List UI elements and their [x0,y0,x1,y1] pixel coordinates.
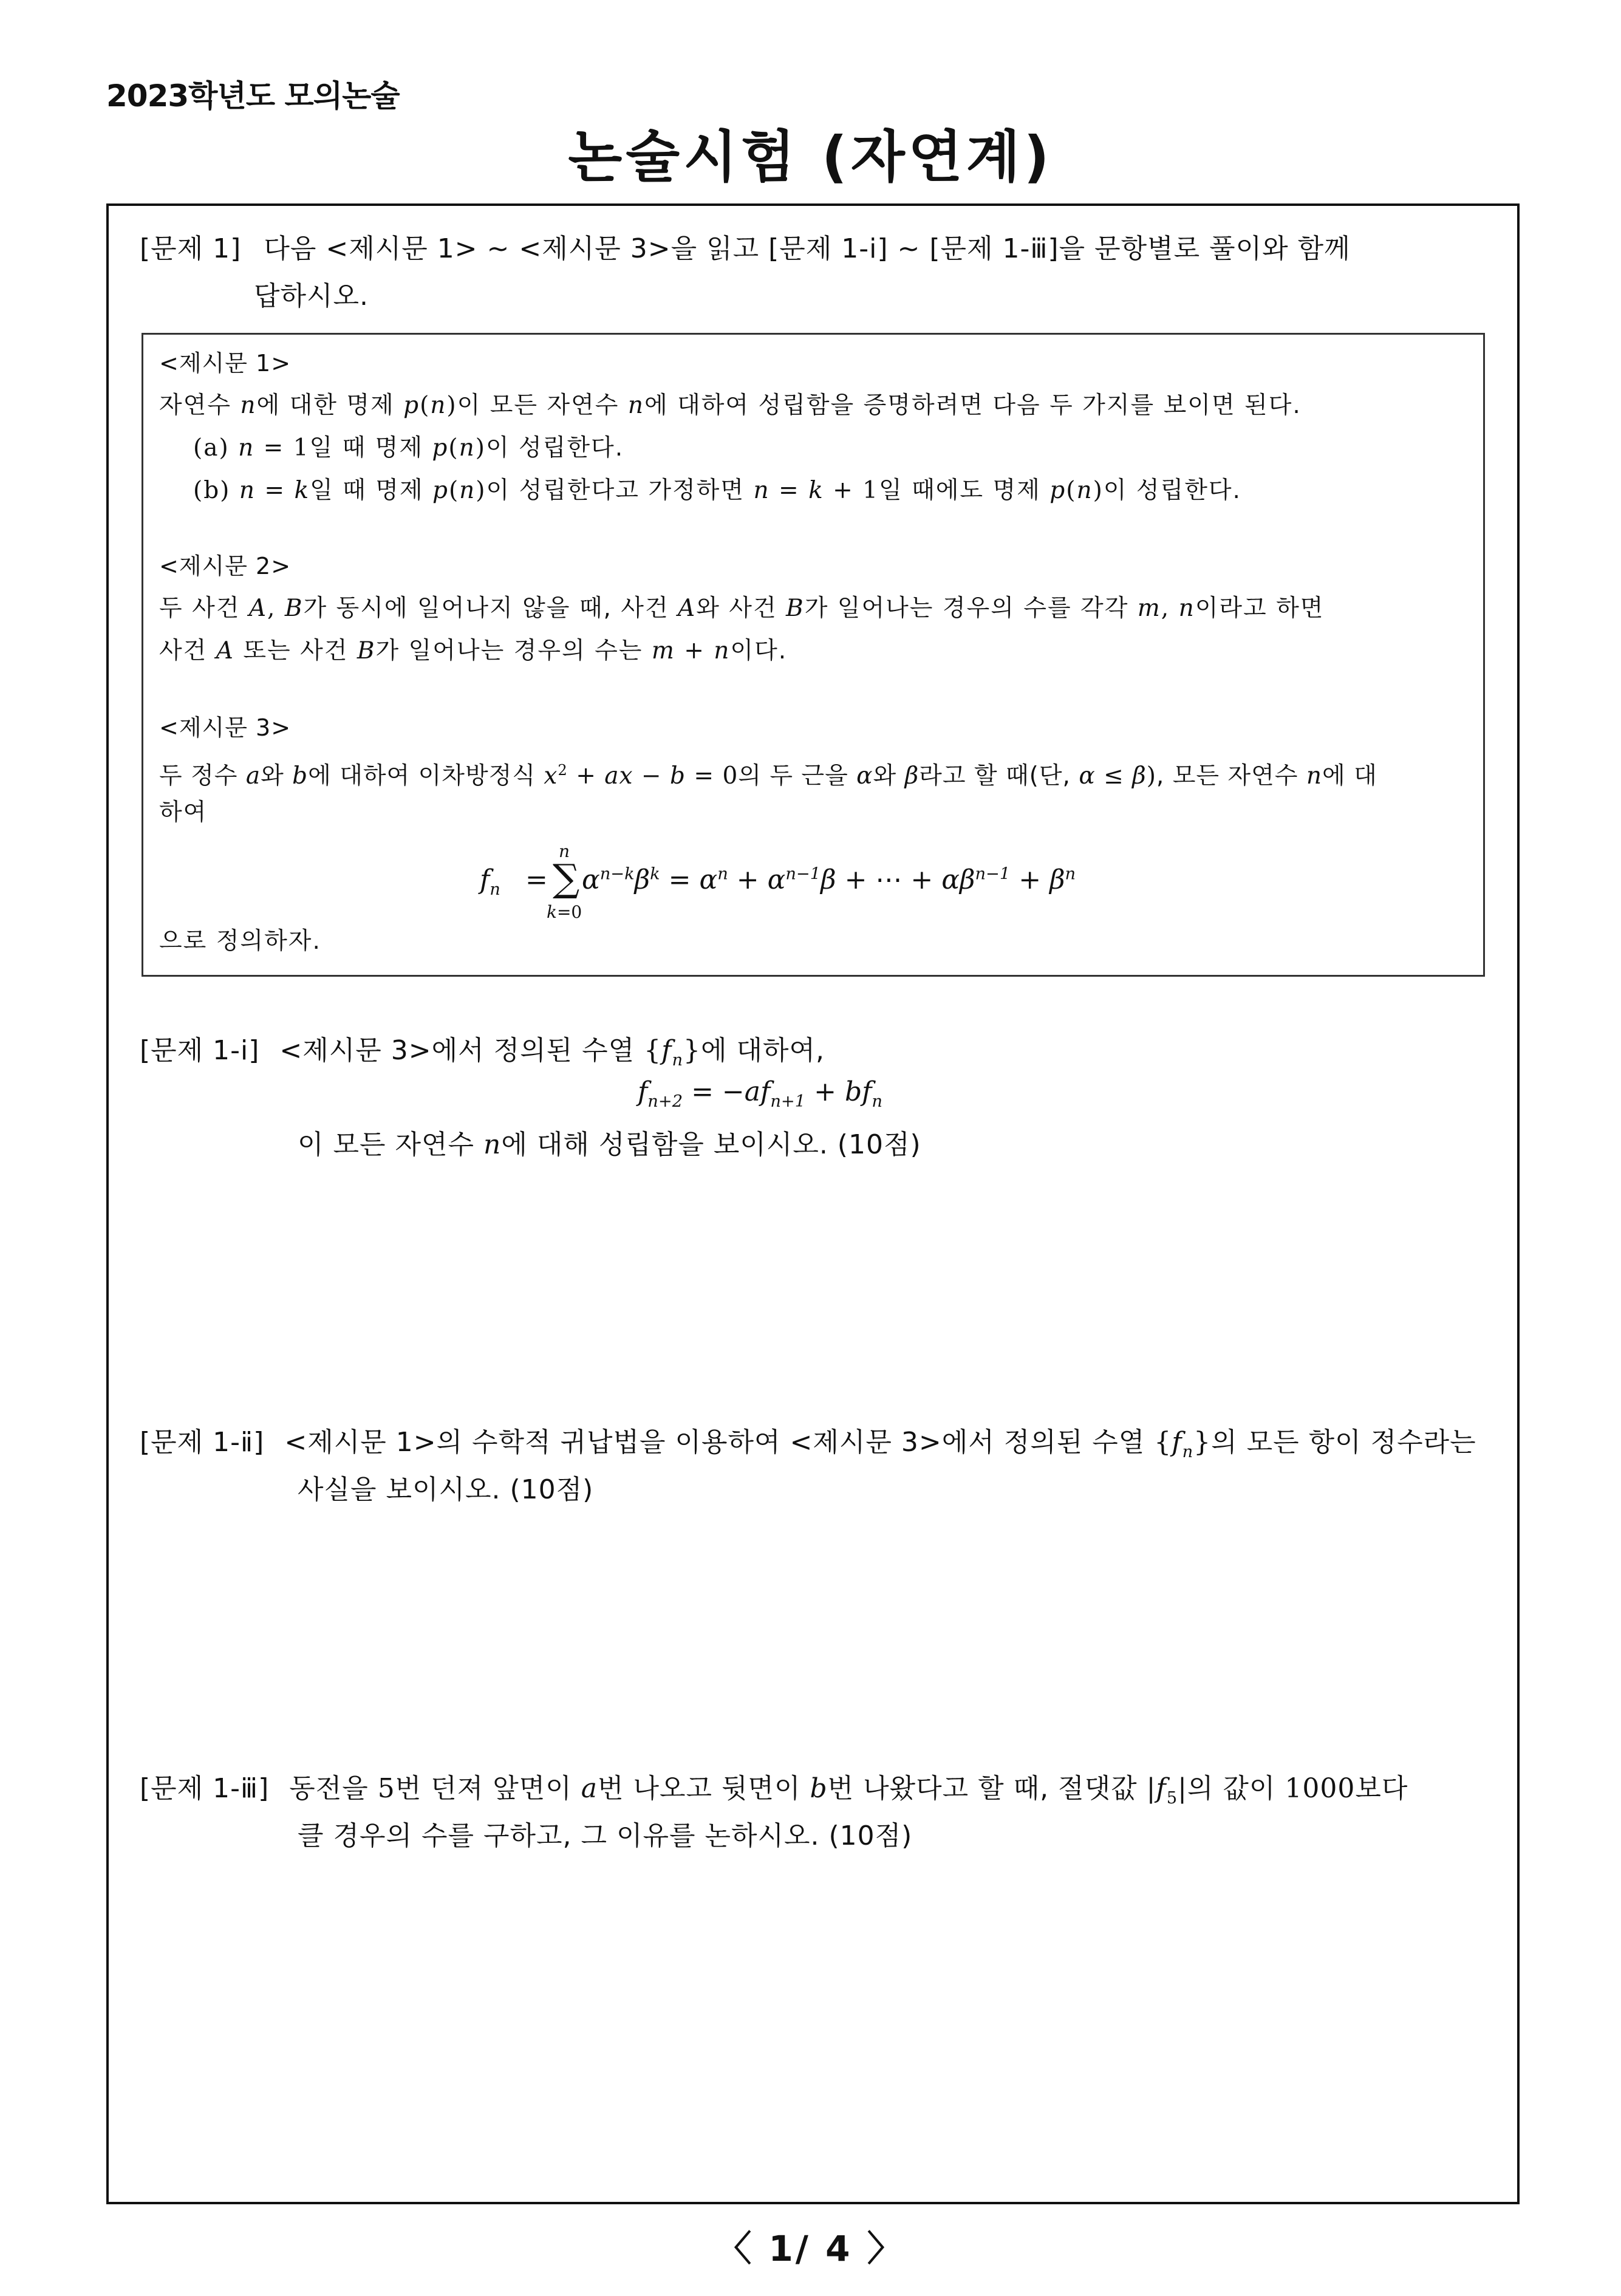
passage1-heading: <제시문 1> [159,350,292,377]
question-1-i-tag: [문제 1-ⅰ] [140,1035,260,1066]
passage1-line: 자연수 n에 대한 명제 p(n)이 모든 자연수 n에 대하여 성립함을 증명하려면 다음 두 가지를 보이면 된다. [159,392,1302,419]
question-1-i-formula: $f_{n+2} = -af_{n+1} + bf_n$ [638,1076,882,1111]
passage1-condition-a: (a) n = 1일 때 명제 p(n)이 성립한다. [193,434,624,462]
question-1-i-text1: <제시문 3>에서 정의된 수열 $\{f_n\}$에 대하여, [279,1035,825,1070]
passage2-heading: <제시문 2> [159,553,292,579]
question-1-ii-text1: <제시문 1>의 수학적 귀납법을 이용하여 <제시문 3>에서 정의된 수열 $\{f_n\}$의 모든 항이 정수라는 [284,1427,1476,1461]
passage1-condition-b: (b) n = k일 때 명제 p(n)이 성립한다고 가정하면 n = k + 1일 때에도 명제 p(n)이 성립한다. [193,477,1241,504]
page-number: 〈 1/ 4 〉 [716,2228,905,2269]
question-1-iii-tag: [문제 1-ⅲ] [140,1773,270,1804]
passage3-line2: 하여 [159,799,208,826]
question-1-i-text2: 이 모든 자연수 n에 대해 성립함을 보이시오. (10점) [298,1129,921,1160]
problem1-instruction-cont: 답하시오. [254,281,369,312]
problem1-tag: [문제 1] [140,233,242,264]
document-title: 논술시험 (자연계) [568,125,1053,190]
question-1-iii-text1: 동전을 5번 던져 앞면이 a번 나오고 뒷면이 b번 나왔다고 할 때, 절댓값 $|f_5|$의 값이 1000보다 [289,1773,1408,1808]
passage3-line3: 으로 정의하자. [159,928,321,955]
question-1-ii-text2: 사실을 보이시오. (10점) [298,1474,594,1505]
problem1-instruction-text: 다음 <제시문 1> ~ <제시문 3>을 읽고 [문제 1-ⅰ] ~ [문제 1-ⅲ]을 문항별로 풀이와 함께 [264,233,1351,264]
passage2-line2: 사건 A 또는 사건 B가 일어나는 경우의 수는 m + n이다. [159,637,788,665]
passage3-heading: <제시문 3> [159,714,292,741]
passage3-line1: 두 정수 a와 b에 대하여 이차방정식 $x^2$ + ax − b = 0의 두 근을 α와 β라고 할 때(단, α ≤ β), 모든 자연수 n에 대 [159,762,1377,790]
problem1-instruction [140,225,1488,273]
exam-year-header: 2023학년도 모의논술 [106,78,400,114]
question-1-iii-text2: 클 경우의 수를 구하고, 그 이유를 논하시오. (10점) [298,1820,913,1851]
question-1-ii-tag: [문제 1-ⅱ] [140,1427,265,1458]
passage2-line1: 두 사건 A, B가 동시에 일어나지 않을 때, 사건 A와 사건 B가 일어나는 경우의 수를 각각 m, n이라고 하면 [159,595,1325,622]
